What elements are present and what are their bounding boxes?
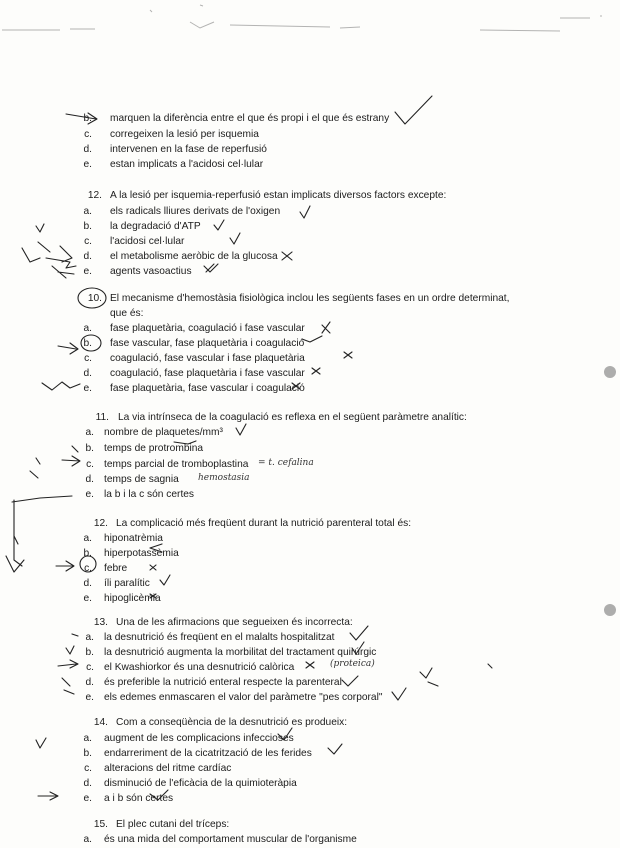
- scan-hole-mark: [604, 366, 616, 378]
- scan-hole-mark: [604, 604, 616, 616]
- handwritten-note-cefalina: = t. cefalina: [258, 458, 314, 468]
- scan-header-noise: [0, 0, 620, 50]
- handwritten-note-proteica: (proteica): [330, 659, 375, 669]
- handwritten-note-hemostasia: hemostasia: [198, 473, 250, 483]
